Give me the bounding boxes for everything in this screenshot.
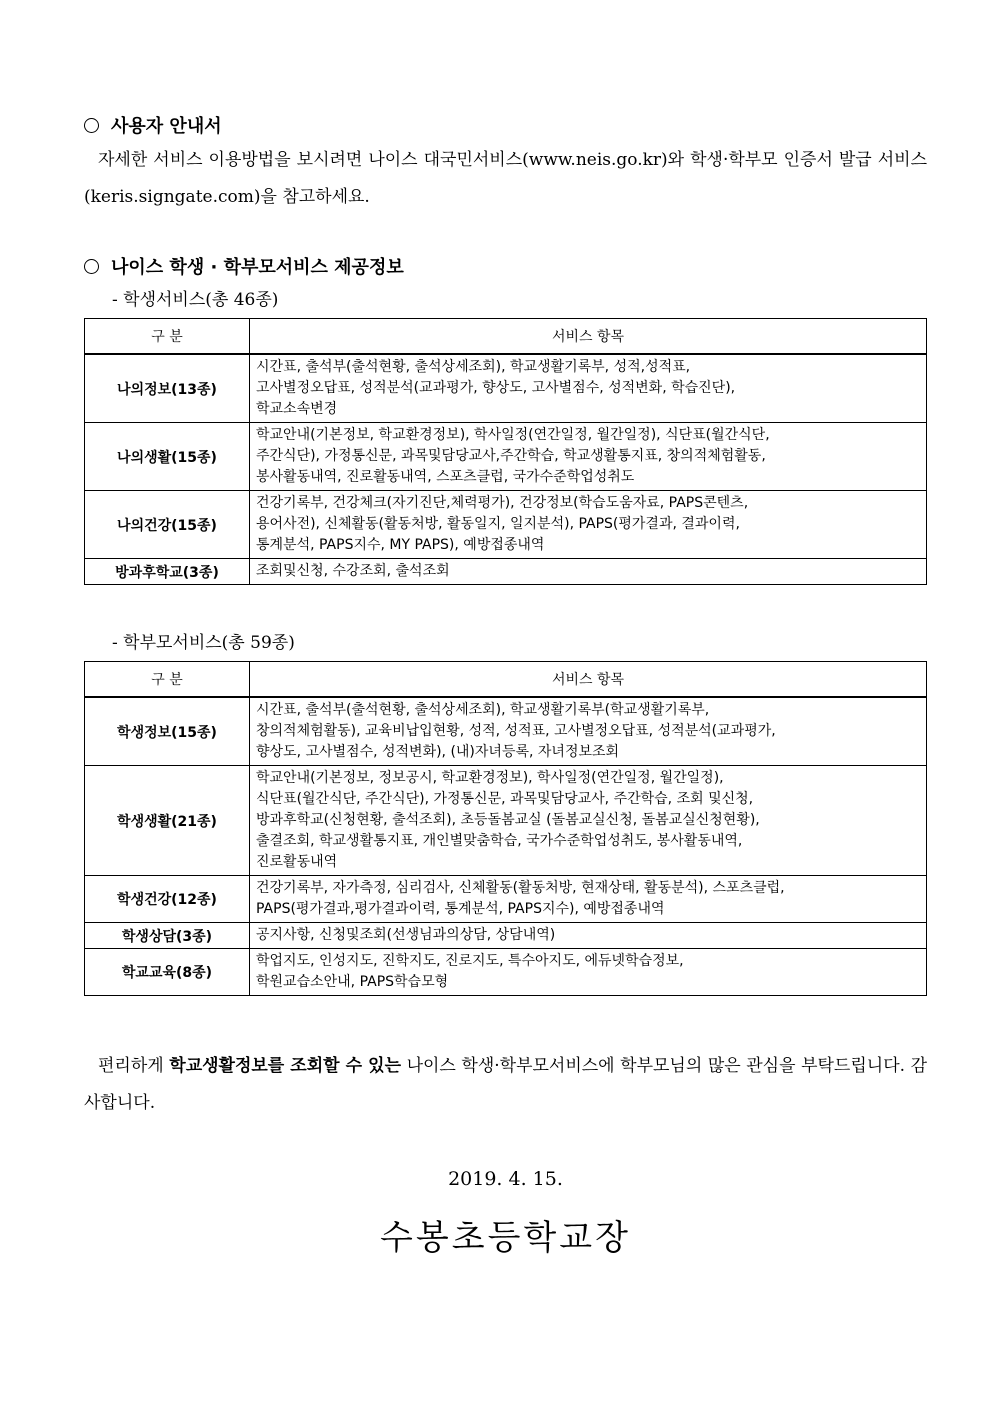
closing-emphasis: 학교생활정보를 조회할 수 있는 [169,1056,401,1076]
item-line: 용어사전), 신체활동(활동처방, 활동일지, 일지분석), PAPS(평가결과, 결과이력, [256,516,740,532]
table-header-row [85,662,927,698]
header-category: 구 분 [85,662,250,698]
row-items [250,491,927,559]
closing-text-after: 나이스 학생·학부모서비스에 학부모님의 많은 관심을 부탁드립니다. 감사합니다. [84,1056,928,1113]
student-subtitle: - 학생서비스(총 46종) [112,290,279,310]
parent-subtitle: - 학부모서비스(총 59종) [112,633,295,653]
parent-service-table [84,661,927,996]
item-line: 봉사활동내역, 진로활동내역, 스포츠클럽, 국가수준학업성취도 [256,469,635,485]
row-category: 나의건강(15종) [85,491,250,559]
row-category: 학생정보(15종) [85,697,250,766]
table-row [85,559,927,585]
item-line: 시간표, 출석부(출석현황, 출석상세조회), 학교생활기록부(학교생활기록부, [256,702,710,718]
item-line: 시간표, 출석부(출석현황, 출석상세조회), 학교생활기록부, 성적,성적표, [256,359,691,375]
table-row [85,949,927,996]
item-line: 학원교습소안내, PAPS학습모형 [256,974,449,990]
row-items [250,423,927,491]
signer-name: 수봉초등학교장 [380,1218,631,1258]
table-row [85,766,927,876]
closing-text-before: 편리하게 [98,1056,170,1076]
row-items [250,697,927,766]
table-row [85,354,927,423]
table-row [85,923,927,949]
item-line: 학교안내(기본정보, 학교환경정보), 학사일정(연간일정, 월간일정), 식단표(월간식단, [256,427,770,443]
row-items [250,766,927,876]
row-items [250,949,927,996]
item-line: 통계분석, PAPS지수, MY PAPS), 예방접종내역 [256,537,545,553]
item-line: 출결조회, 학교생활통지표, 개인별맞춤학습, 국가수준학업성취도, 봉사활동내역, [256,833,743,849]
item-line: 학교안내(기본정보, 정보공시, 학교환경정보), 학사일정(연간일정, 월간일정), [256,770,724,786]
item-line: 건강기록부, 건강체크(자기진단,체력평가), 건강정보(학습도움자료, PAPS콘텐츠, [256,495,749,511]
info-heading-text: 나이스 학생 · 학부모서비스 제공정보 [111,257,404,278]
guide-heading [84,112,222,138]
row-category: 학생상담(3종) [85,923,250,949]
guide-body: 자세한 서비스 이용방법을 보시려면 나이스 대국민서비스(www.neis.go.kr)와 학생·학부모 인증서 발급 서비스(keris.signgate.com)을 참고하세요. [84,150,927,207]
item-line: 창의적체험활동), 교육비납입현황, 성적, 성적표, 고사별정오답표, 성적분석(교과평가, [256,723,776,739]
item-line: 방과후학교(신청현황, 출석조회), 초등돌봄교실 (돌봄교실신청, 돌봄교실신청현황), [256,812,760,828]
document-date: 2019. 4. 15. [448,1168,563,1190]
item-line: 향상도, 고사별점수, 성적변화), (내)자녀등록, 자녀정보조회 [256,744,620,760]
item-line: 건강기록부, 자가측정, 심리검사, 신체활동(활동처방, 현재상태, 활동분석), 스포츠클럽, [256,880,785,896]
row-category: 방과후학교(3종) [85,559,250,585]
row-items [250,354,927,423]
row-items [250,923,927,949]
item-line: PAPS(평가결과,평가결과이력, 통계분석, PAPS지수), 예방접종내역 [256,901,665,917]
row-category: 학생생활(21종) [85,766,250,876]
item-line: 식단표(월간식단, 주간식단), 가정통신문, 과목및담당교사, 주간학습, 조회 및신청, [256,791,754,807]
table-row [85,697,927,766]
circle-bullet-icon [84,118,99,133]
student-service-table [84,318,927,585]
item-line: 고사별정오답표, 성적분석(교과평가, 향상도, 고사별점수, 성적변화, 학습진단), [256,380,736,396]
row-category: 나의정보(13종) [85,354,250,423]
item-line: 학업지도, 인성지도, 진학지도, 진로지도, 특수아지도, 에듀넷학습정보, [256,953,684,969]
info-heading [84,253,404,279]
header-items: 서비스 항목 [250,662,927,698]
row-category: 학교교육(8종) [85,949,250,996]
row-category: 나의생활(15종) [85,423,250,491]
table-row [85,876,927,923]
row-items [250,559,927,585]
item-line: 진로활동내역 [256,854,338,870]
row-category: 학생건강(12종) [85,876,250,923]
guide-heading-text: 사용자 안내서 [111,116,222,137]
header-items: 서비스 항목 [250,319,927,355]
table-row [85,491,927,559]
item-line: 조회및신청, 수강조회, 출석조회 [256,563,450,579]
row-items [250,876,927,923]
header-category: 구 분 [85,319,250,355]
item-line: 공지사항, 신청및조회(선생님과의상담, 상담내역) [256,927,556,943]
table-header-row [85,319,927,355]
table-row [85,423,927,491]
item-line: 주간식단), 가정통신문, 과목및담당교사,주간학습, 학교생활통지표, 창의적체험활동, [256,448,766,464]
circle-bullet-icon [84,259,99,274]
closing-paragraph [84,1048,927,1122]
item-line: 학교소속변경 [256,401,338,417]
